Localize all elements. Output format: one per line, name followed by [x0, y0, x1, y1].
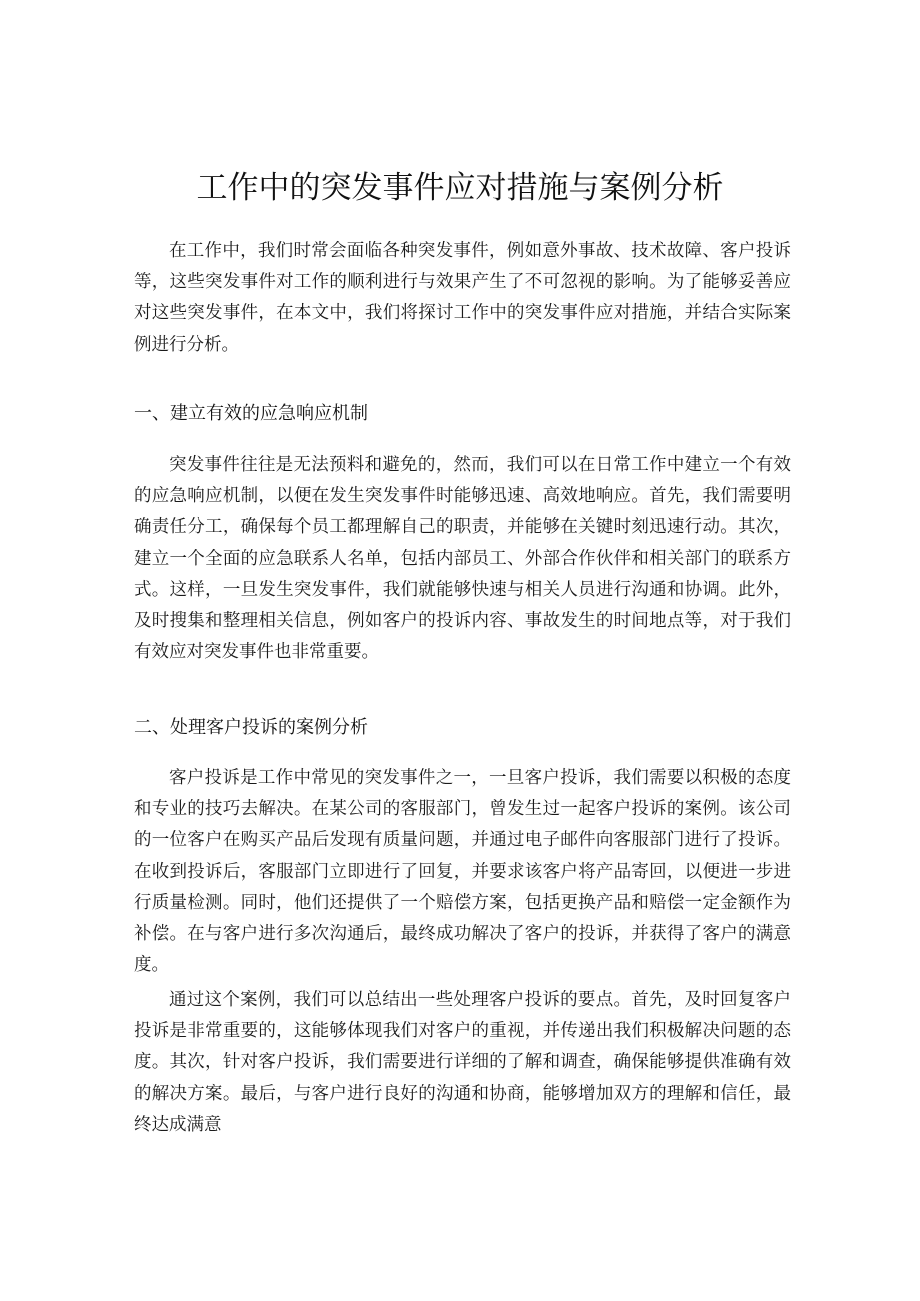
- section-2-paragraph-1: 客户投诉是工作中常见的突发事件之一，一旦客户投诉，我们需要以积极的态度和专业的技巧去解决。在某公司的客服部门，曾发生过一起客户投诉的案例。该公司的一位客户在购买产品后发现有质量问题，并通过电子邮件向客服部门进行了投诉。在收到投诉后，客服部门立即进行了回复，并要求该客户将产品寄回，以便进一步进行质量检测。同时，他们还提供了一个赔偿方案，包括更换产品和赔偿一定金额作为补偿。在与客户进行多次沟通后，最终成功解决了客户的投诉，并获得了客户的满意度。: [134, 768, 791, 976]
- section-1-paragraph-1: 突发事件往往是无法预料和避免的，然而，我们可以在日常工作中建立一个有效的应急响应机制，以便在发生突发事件时能够迅速、高效地响应。首先，我们需要明确责任分工，确保每个员工都理解自己的职责，并能够在关键时刻迅速行动。其次，建立一个全面的应急联系人名单，包括内部员工、外部合作伙伴和相关部门的联系方式。这样，一旦发生突发事件，我们就能够快速与相关人员进行沟通和协调。此外，及时搜集和整理相关信息，例如客户的投诉内容、事故发生的时间地点等，对于我们有效应对突发事件也非常重要。: [134, 455, 791, 663]
- section-2-paragraph-2: 通过这个案例，我们可以总结出一些处理客户投诉的要点。首先，及时回复客户投诉是非常重要的，这能够体现我们对客户的重视，并传递出我们积极解决问题的态度。其次，针对客户投诉，我们需要进行详细的了解和调查，确保能够提供准确有效的解决方案。最后，与客户进行良好的沟通和协商，能够增加双方的理解和信任，最终达成满意: [134, 990, 791, 1135]
- intro-paragraph: 在工作中，我们时常会面临各种突发事件，例如意外事故、技术故障、客户投诉等，这些突发事件对工作的顺利进行与效果产生了不可忽视的影响。为了能够妥善应对这些突发事件，在本文中，我们将探讨工作中的突发事件应对措施，并结合实际案例进行分析。: [134, 241, 791, 355]
- page-title: 工作中的突发事件应对措施与案例分析: [196, 170, 724, 206]
- section-heading-1: 一、建立有效的应急响应机制: [134, 403, 368, 424]
- section-heading-2: 二、处理客户投诉的案例分析: [134, 717, 368, 738]
